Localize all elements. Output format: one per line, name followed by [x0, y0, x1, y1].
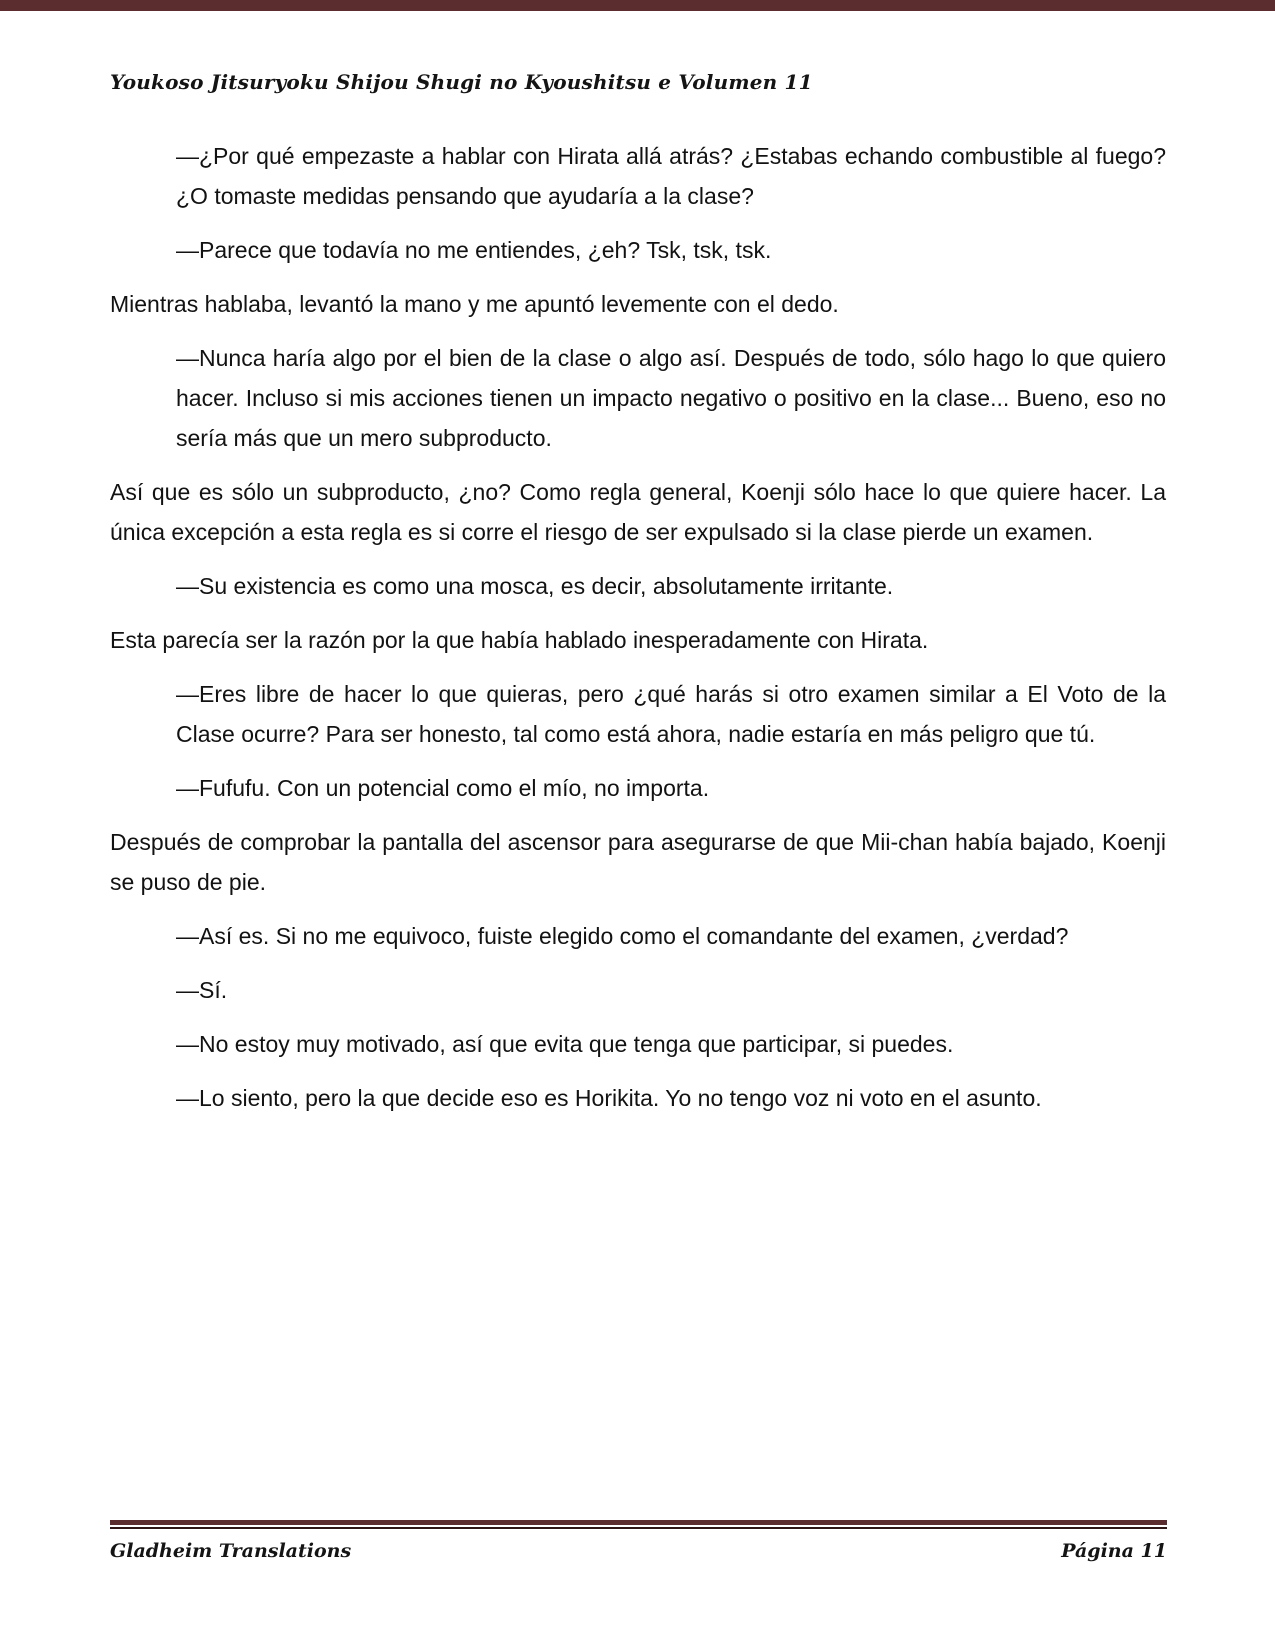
- paragraph: —Eres libre de hacer lo que quieras, pero ¿qué harás si otro examen similar a El Voto de la Clase ocurre? Para ser honesto, tal como está ahora, nadie estaría en más peligro que tú.: [176, 681, 1166, 747]
- paragraph: —Así es. Si no me equivoco, fuiste elegido como el comandante del examen, ¿verdad?: [176, 923, 1069, 949]
- paragraph: —No estoy muy motivado, así que evita que tenga que participar, si puedes.: [176, 1031, 954, 1057]
- paragraph: —Parece que todavía no me entiendes, ¿eh? Tsk, tsk, tsk.: [176, 237, 772, 263]
- paragraph: Después de comprobar la pantalla del ascensor para asegurarse de que Mii-chan había bajado, Koenji se puso de pie.: [110, 829, 1166, 895]
- paragraph: —Su existencia es como una mosca, es decir, absolutamente irritante.: [176, 573, 894, 599]
- paragraph: —Nunca haría algo por el bien de la clase o algo así. Después de todo, sólo hago lo que quiero hacer. Incluso si mis acciones tienen un impacto negativo o positivo en la clase... Bueno, eso no sería más que un mero subproducto.: [176, 345, 1166, 451]
- paragraph: Esta parecía ser la razón por la que había hablado inesperadamente con Hirata.: [110, 627, 929, 653]
- paragraph: —Sí.: [176, 977, 228, 1003]
- footer-rule: [110, 1520, 1167, 1529]
- page-footer: [110, 1540, 1167, 1562]
- top-accent-bar: [0, 0, 1275, 11]
- translator-credit: Gladheim Translations: [110, 1540, 352, 1562]
- paragraph: —Fufufu. Con un potencial como el mío, no importa.: [176, 775, 710, 801]
- page-header-title: Youkoso Jitsuryoku Shijou Shugi no Kyoushitsu e Volumen 11: [110, 70, 813, 94]
- paragraph: Así que es sólo un subproducto, ¿no? Como regla general, Koenji sólo hace lo que quiere hacer. La única excepción a esta regla es si corre el riesgo de ser expulsado si la clase pierde un examen.: [110, 479, 1166, 545]
- footer-rule-thin-line: [110, 1527, 1167, 1529]
- paragraph: Mientras hablaba, levantó la mano y me apuntó levemente con el dedo.: [110, 291, 839, 317]
- paragraph-list: [110, 136, 1166, 1132]
- footer-rule-thick-line: [110, 1520, 1167, 1525]
- page-number: Página 11: [1061, 1540, 1167, 1562]
- paragraph: —Lo siento, pero la que decide eso es Horikita. Yo no tengo voz ni voto en el asunto.: [176, 1085, 1042, 1111]
- paragraph: —¿Por qué empezaste a hablar con Hirata allá atrás? ¿Estabas echando combustible al fuego? ¿O tomaste medidas pensando que ayudaría a la clase?: [176, 143, 1166, 209]
